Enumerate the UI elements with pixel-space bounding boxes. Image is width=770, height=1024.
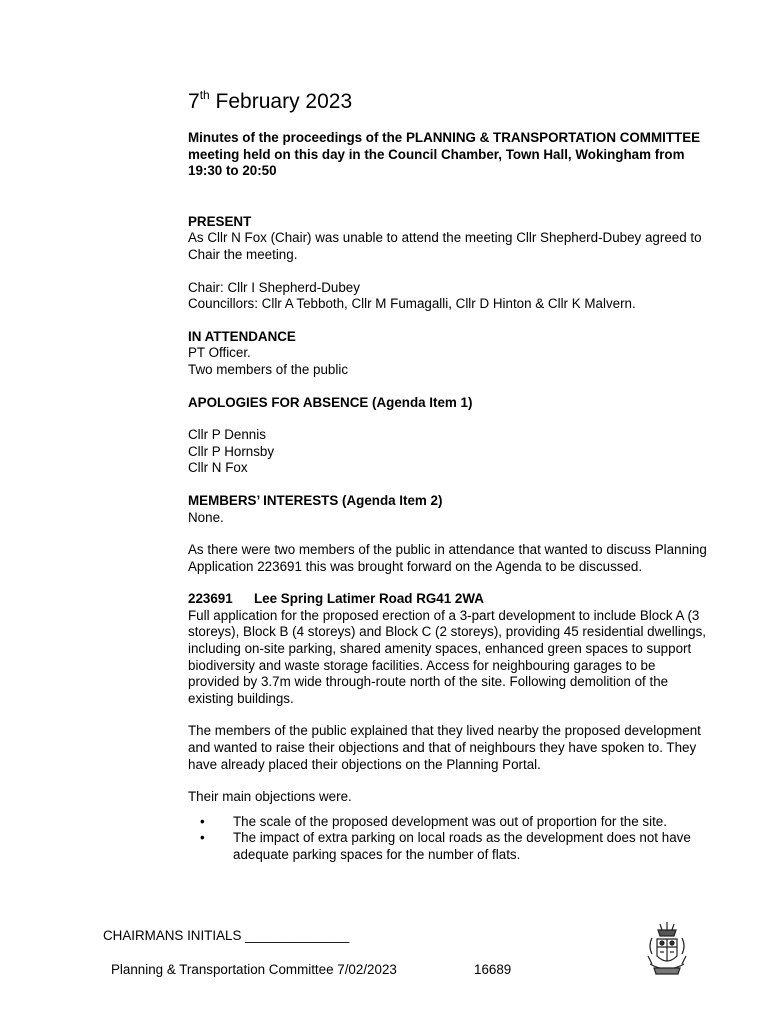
application-section bbox=[188, 591, 708, 707]
objections-list bbox=[188, 814, 708, 864]
bullet-icon: • bbox=[200, 813, 205, 829]
interests-heading: MEMBERS’ INTERESTS (Agenda Item 2) bbox=[188, 492, 443, 508]
objection-text: The scale of the proposed development was out of proportion for the site. bbox=[233, 813, 667, 829]
page-number: 16689 bbox=[474, 962, 512, 977]
application-heading bbox=[188, 591, 708, 608]
interests-section bbox=[188, 493, 708, 526]
date-month-year: February 2023 bbox=[209, 90, 353, 113]
present-note: As Cllr N Fox (Chair) was unable to attend the meeting Cllr Shepherd-Dubey agreed to Chair the meeting. bbox=[188, 230, 702, 262]
application-description: Full application for the proposed erection of a 3-part development to include Block A (3 storeys), Block B (4 storeys) and Block C (2 storeys), providing 45 residential dwellings, including on-site parking, shared amenity spaces, enhanced green spaces to support biodiversity and waste storage facilities. Access for neighbouring garages to be provided by 3.7m wide through-route north of the site. Following demolition of the existing buildings. bbox=[188, 607, 706, 706]
objections-intro: Their main objections were. bbox=[188, 789, 352, 805]
public-explanation: The members of the public explained that they lived nearby the proposed development and wanted to raise their objections and that of neighbours they have spoken to. They have already placed their objections on the Planning Portal. bbox=[188, 723, 701, 772]
chairmans-initials: CHAIRMANS INITIALS ______________ bbox=[103, 928, 350, 943]
application-address: Lee Spring Latimer Road RG41 2WA bbox=[254, 591, 484, 607]
bullet-icon: • bbox=[200, 830, 205, 846]
apology-name: Cllr N Fox bbox=[188, 460, 248, 476]
apology-name: Cllr P Dennis bbox=[188, 427, 266, 443]
date-suffix: th bbox=[199, 88, 210, 102]
present-heading: PRESENT bbox=[188, 213, 252, 229]
interests-text: None. bbox=[188, 509, 224, 525]
attendance-line: PT Officer. bbox=[188, 345, 251, 361]
apologies-section bbox=[188, 395, 708, 477]
list-item bbox=[188, 814, 708, 831]
list-item bbox=[188, 830, 708, 863]
attendance-heading: IN ATTENDANCE bbox=[188, 328, 296, 344]
council-crest-icon bbox=[644, 920, 690, 982]
forward-note: As there were two members of the public in attendance that wanted to discuss Planning Application 223691 this was brought forward on the Agenda to be discussed. bbox=[188, 542, 707, 574]
meeting-date bbox=[188, 88, 708, 116]
minutes-body bbox=[188, 88, 708, 864]
present-chair: Chair: Cllr I Shepherd-Dubey bbox=[188, 279, 360, 295]
present-section bbox=[188, 214, 708, 313]
present-councillors: Councillors: Cllr A Tebboth, Cllr M Fumagalli, Cllr D Hinton & Cllr K Malvern. bbox=[188, 296, 636, 312]
attendance-line: Two members of the public bbox=[188, 361, 349, 377]
minutes-intro: Minutes of the proceedings of the PLANNING & TRANSPORTATION COMMITTEE meeting held on this day in the Council Chamber, Town Hall, Wokingham from 19:30 to 20:50 bbox=[188, 130, 701, 179]
application-number: 223691 bbox=[188, 591, 233, 607]
date-day: 7 bbox=[188, 90, 200, 113]
apology-name: Cllr P Hornsby bbox=[188, 443, 275, 459]
footer-committee: Planning & Transportation Committee 7/02/2023 bbox=[111, 962, 397, 977]
apologies-heading: APOLOGIES FOR ABSENCE (Agenda Item 1) bbox=[188, 394, 473, 410]
objection-text: The impact of extra parking on local roads as the development does not have adequate parking spaces for the number of flats. bbox=[233, 830, 691, 862]
attendance-section bbox=[188, 329, 708, 379]
